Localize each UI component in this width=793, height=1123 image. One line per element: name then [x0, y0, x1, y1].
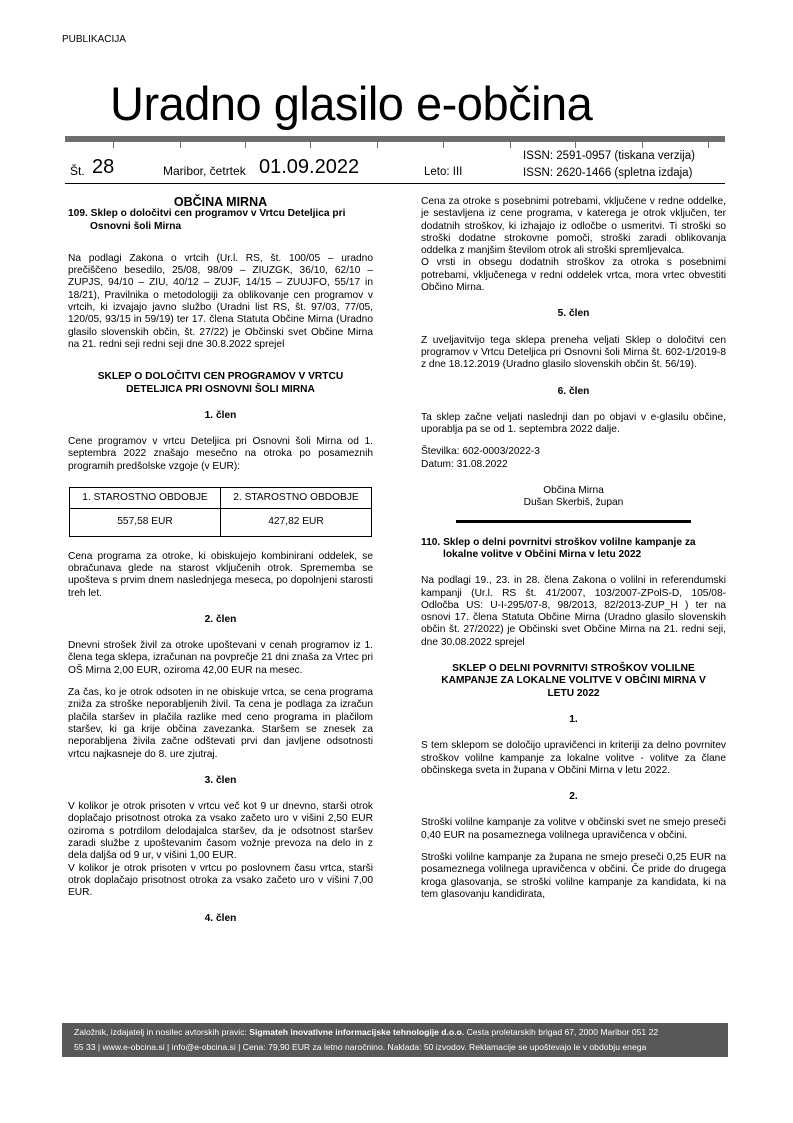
act-110-preamble: Na podlagi 19., 23. in 28. člena Zakona o volilni in referendumski kampanji (Ur.l. RS št. 41/2007, 103/2007-ZPolS-D, 105/08- Odločba US: U-I-295/07-8, 98/2013, 82/2013-ZUP_H ) ter na osnovi 17. člena Statuta Občine Mirna (Uradno glasilo slovenskih občin št. 27/2022) je Občinski svet Občine Mirna na 21. redni seji, dne 30.08.2022 sprejel — [421, 575, 726, 648]
document-date: Datum: 31.08.2022 — [421, 458, 508, 470]
left-column — [68, 196, 373, 926]
section-1-text: S tem sklepom se določijo upravičenci in kriteriji za delno povrnitev stroškov volilne kampanje za lokalne volitve - volitve za člane občinskega sveta in župana v Občini Mirna v letu 2022. — [421, 740, 726, 776]
article-2-heading: 2. člen — [204, 613, 237, 625]
issue-date: 01.09.2022 — [259, 156, 360, 178]
article-1-heading: 1. člen — [204, 409, 237, 421]
footer-line-2: 55 33 | www.e-obcina.si | info@e-obcina.si | Cena: 79,90 EUR za letno naročnino. Naklada: 50 izvodov. Reklamacije se upoštevajo le v obdobju enega — [74, 1042, 647, 1052]
year-label: Leto: III — [424, 166, 463, 178]
masthead-title: Uradno glasilo e-občina — [110, 77, 593, 130]
right-column — [421, 162, 726, 901]
masthead-rule-ticks — [65, 142, 725, 148]
table-header-cell: 1. STAROSTNO OBDOBJE — [70, 488, 221, 509]
article-3-heading: 3. člen — [204, 774, 237, 786]
act-109-title: SKLEP O DOLOČITVI CEN PROGRAMOV V VRTCU DETELJICA PRI OSNOVNI ŠOLI MIRNA — [97, 371, 344, 395]
publication-label: PUBLIKACIJA — [62, 34, 126, 45]
section-1-heading: 1. — [569, 713, 578, 725]
article-2-text-2: Za čas, ko je otrok odsoten in ne obiskuje vrtca, se cena programa zniža za stroške neporabljenih živil. Ta cena je podlaga za izračun plačila staršev in plačila razlike med ceno programa in plačilom staršev, ki ga krije občina zavezanka. Staršem se znesek za neporabljena živila začne odštevati prvi dan javljene odsotnosti vrtcu najkasneje do 8. ure zjutraj. — [68, 687, 373, 760]
footer-publisher-label: Založnik, izdajatelj in nosilec avtorskih pravic: — [74, 1027, 250, 1037]
act-110-title: SKLEP O DELNI POVRNITVI STROŠKOV VOLILNE KAMPANJE ZA LOKALNE VOLITVE V OBČINI MIRNA V LETU 2022 — [441, 663, 706, 699]
document-number: Številka: 602-0003/2022-3 — [421, 446, 540, 458]
article-4-text-2: O vrsti in obsegu dodatnih stroškov za otroka s posebnimi potrebami, vključenega v redni oddelek vrtca, mora vrtec obvestiti Občino Mirna. — [421, 257, 726, 294]
issn-online: ISSN: 2620-1466 (spletna izdaja) — [523, 167, 693, 179]
article-4-heading: 4. člen — [204, 913, 237, 925]
signer-name: Dušan Skerbiš, župan — [523, 497, 624, 509]
issue-prefix: Št. — [70, 164, 85, 178]
table-row — [70, 509, 372, 536]
article-3-text-2: V kolikor je otrok prisoten v vrtcu po poslovnem času vrtca, starši otrok doplačajo prisotnost otroka za vsako začeto uro v višini 7,00 EUR. — [68, 862, 373, 899]
publisher-footer — [62, 1023, 728, 1057]
section-2-heading: 2. — [569, 791, 578, 803]
signer-organization: Občina Mirna — [543, 485, 604, 497]
article-6-heading: 6. člen — [557, 385, 590, 397]
municipality-heading: OBČINA MIRNA — [173, 195, 268, 209]
place-day: Maribor, četrtek — [163, 164, 246, 178]
article-4-text-1: Cena za otroke s posebnimi potrebami, vključene v redne oddelke, je sestavljena iz cene programa, v katerega je otrok vključen, ter dodatnih stroškov, ki izhajajo iz odločbe o usmeritvi. Ti stroški so stroški dodatne strokovne pomoči, stroški zaradi oblikovanja oddelka z manjšim številom otrok ali stroški spremljevalca. — [421, 196, 726, 257]
table-header-cell: 2. STAROSTNO OBDOBJE — [221, 488, 372, 509]
article-2-text-1: Dnevni strošek živil za otroke upoštevani v cenah programov iz 1. člena tega sklepa, izračunan na povprečje 21 dni znaša za Vrtec pri OŠ Mirna 2,00 EUR, oziroma 42,00 EUR na mesec. — [68, 640, 373, 676]
issue-number: 28 — [92, 156, 115, 178]
article-5-heading: 5. člen — [557, 308, 590, 320]
price-table — [69, 487, 372, 537]
article-3-text-1: V kolikor je otrok prisoten v vrtcu več kot 9 ur dnevno, starši otrok doplačajo prisotnost otroka za vsako začeto uro v višini 2,50 EUR oziroma s potrdilom delodajalca staršev, da je odsotnost staršev zaradi službe z upoštevanim časom vožnje prevoza na delo in z dela daljša od 9 ur, v višini 1,00 EUR. — [68, 801, 373, 862]
table-cell: 427,82 EUR — [221, 509, 372, 536]
article-1-text: Cene programov v vrtcu Deteljica pri Osnovni šoli Mirna od 1. septembra 2022 znašajo mesečno na otroka po posameznih programih predšolske vzgoje (v EUR): — [68, 436, 373, 472]
issn-print: ISSN: 2591-0957 (tiskana verzija) — [523, 150, 695, 162]
section-2-text-1: Stroški volilne kampanje za volitve v občinski svet ne smejo preseči 0,40 EUR na posameznega volilnega upravičenca v občini. — [421, 817, 726, 841]
footer-line-1 — [74, 1023, 716, 1040]
table-row — [70, 488, 372, 509]
article-6-text: Ta sklep začne veljati naslednji dan po objavi v e-glasilu občine, uporablja pa se od 1. septembra 2022 dalje. — [421, 411, 726, 436]
section-2-text-2: Stroški volilne kampanje za župana ne smejo preseči 0,25 EUR na posameznega volilnega upravičenca v občini. Če pride do drugega kroga glasovanja, se stroški volilne kampanje za kandidata, ki na tem glasovanju kandidirata, — [421, 851, 726, 900]
act-110-heading: 110. Sklep o delni povrnitvi stroškov volilne kampanje za lokalne volitve v Občini Mirna v letu 2022 — [421, 536, 696, 560]
article-1-text-2: Cena programa za otroke, ki obiskujejo kombinirani oddelek, se obračunava glede na starost vključenih otrok. Sprememba se upošteva s prvim dnem naslednjega meseca, po dopolnjeni starosti treh let. — [68, 550, 373, 599]
act-109-preamble: Na podlagi Zakona o vrtcih (Ur.l. RS, št. 100/05 – uradno prečiščeno besedilo, 25/08, 98/09 – ZIUZGK, 36/10, 62/10 – ZUPJS, 94/10 – ZIU, 40/12 – ZUJF, 14/15 – ZUUJFO, 55/17 in 18/21), Pravilnika o metodologiji za oblikovanje cen programov v vrtcih, ki izvajajo javno službo (Uradni list RS, št. 97/03, 77/05, 120/05, 93/15 in 59/19) ter 17. člena Statuta Občine Mirna (Uradno glasilo slovenskih občin, št. 27/22) je Občinski svet Občine Mirna na 21. redni seji redni seji dne 30.8.2022 sprejel — [68, 252, 373, 350]
footer-company: Sigmateh inovativne informacijske tehnologije d.o.o. — [249, 1027, 465, 1037]
footer-address: Cesta proletarskih brigad 67, 2000 Maribor 051 22 — [464, 1027, 659, 1037]
table-cell: 557,58 EUR — [70, 509, 221, 536]
act-109-heading: 109. Sklep o določitvi cen programov v Vrtcu Deteljica pri Osnovni šoli Mirna — [68, 208, 346, 232]
article-5-text: Z uveljavitvijo tega sklepa preneha veljati Sklep o določitvi cen programov v Vrtcu Deteljica pri Osnovni šoli Mirna št. 602-1/2019-8 z dne 18.12.2019 (Uradno glasilo slovenskih občin št. 56/19). — [421, 334, 726, 371]
